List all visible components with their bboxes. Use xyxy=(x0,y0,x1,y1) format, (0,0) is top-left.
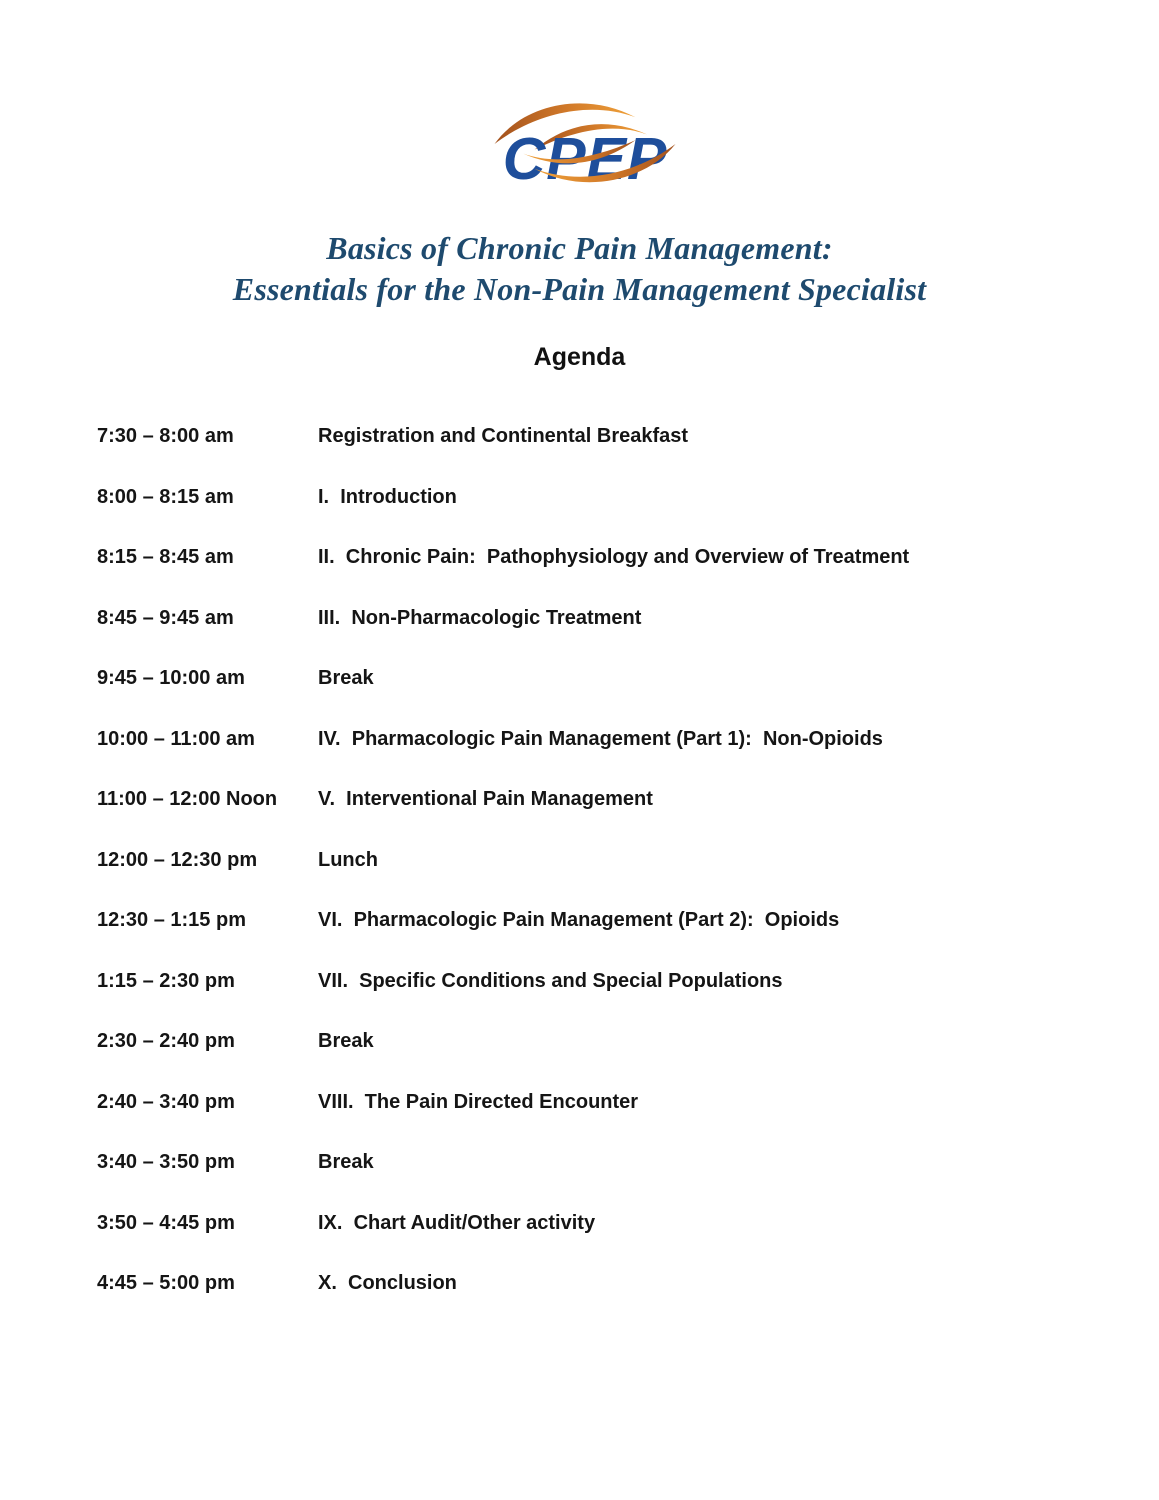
agenda-row xyxy=(97,909,1099,970)
agenda-row xyxy=(97,1272,1099,1333)
cpep-logo xyxy=(0,0,1159,204)
document-title xyxy=(0,228,1159,310)
agenda-time: 8:15 – 8:45 am xyxy=(97,546,234,568)
agenda-session: Lunch xyxy=(318,848,378,871)
agenda-session: VIII. The Pain Directed Encounter xyxy=(318,1090,639,1113)
agenda-time: 12:30 – 1:15 pm xyxy=(97,909,246,931)
agenda-session: VI. Pharmacologic Pain Management (Part 2): Opioids xyxy=(318,909,840,931)
agenda-list xyxy=(0,425,1159,1333)
agenda-session: Registration and Continental Breakfast xyxy=(318,425,689,447)
agenda-row xyxy=(97,788,1099,849)
agenda-session: IV. Pharmacologic Pain Management (Part 1): Non-Opioids xyxy=(318,727,883,750)
agenda-session: II. Chronic Pain: Pathophysiology and Overview of Treatment xyxy=(318,546,910,568)
agenda-session: I. Introduction xyxy=(318,485,457,508)
agenda-row xyxy=(97,607,1099,668)
agenda-session: Break xyxy=(318,667,374,689)
agenda-time: 7:30 – 8:00 am xyxy=(97,425,234,447)
agenda-session: VII. Specific Conditions and Special Populations xyxy=(318,969,783,992)
agenda-heading: Agenda xyxy=(533,343,626,371)
agenda-session: Break xyxy=(318,1151,374,1173)
title-line-2: Essentials for the Non-Pain Management Specialist xyxy=(232,271,927,307)
agenda-time: 3:50 – 4:45 pm xyxy=(97,1211,235,1234)
agenda-row xyxy=(97,486,1099,547)
agenda-row xyxy=(97,667,1099,728)
agenda-row xyxy=(97,425,1099,486)
agenda-row xyxy=(97,1151,1099,1212)
agenda-time: 1:15 – 2:30 pm xyxy=(97,969,235,992)
title-line-1: Basics of Chronic Pain Management: xyxy=(326,230,833,266)
agenda-time: 8:00 – 8:15 am xyxy=(97,485,234,508)
agenda-time: 11:00 – 12:00 Noon xyxy=(97,788,278,810)
agenda-session: IX. Chart Audit/Other activity xyxy=(318,1211,596,1234)
agenda-time: 10:00 – 11:00 am xyxy=(97,727,255,750)
agenda-time: 2:30 – 2:40 pm xyxy=(97,1030,235,1052)
agenda-row xyxy=(97,1091,1099,1152)
agenda-time: 8:45 – 9:45 am xyxy=(97,606,234,629)
agenda-session: III. Non-Pharmacologic Treatment xyxy=(318,606,642,629)
agenda-row xyxy=(97,849,1099,910)
agenda-row xyxy=(97,546,1099,607)
agenda-session: X. Conclusion xyxy=(318,1272,457,1294)
agenda-row xyxy=(97,970,1099,1031)
agenda-time: 4:45 – 5:00 pm xyxy=(97,1272,235,1294)
agenda-time: 2:40 – 3:40 pm xyxy=(97,1090,235,1113)
logo-text: CPEP xyxy=(502,126,667,193)
agenda-row xyxy=(97,1212,1099,1273)
agenda-session: Break xyxy=(318,1030,374,1052)
agenda-session: V. Interventional Pain Management xyxy=(318,788,653,810)
agenda-row xyxy=(97,1030,1099,1091)
agenda-time: 3:40 – 3:50 pm xyxy=(97,1151,235,1173)
cpep-logo-graphic xyxy=(485,82,685,204)
agenda-time: 9:45 – 10:00 am xyxy=(97,667,245,689)
agenda-row xyxy=(97,728,1099,789)
agenda-time: 12:00 – 12:30 pm xyxy=(97,848,258,871)
